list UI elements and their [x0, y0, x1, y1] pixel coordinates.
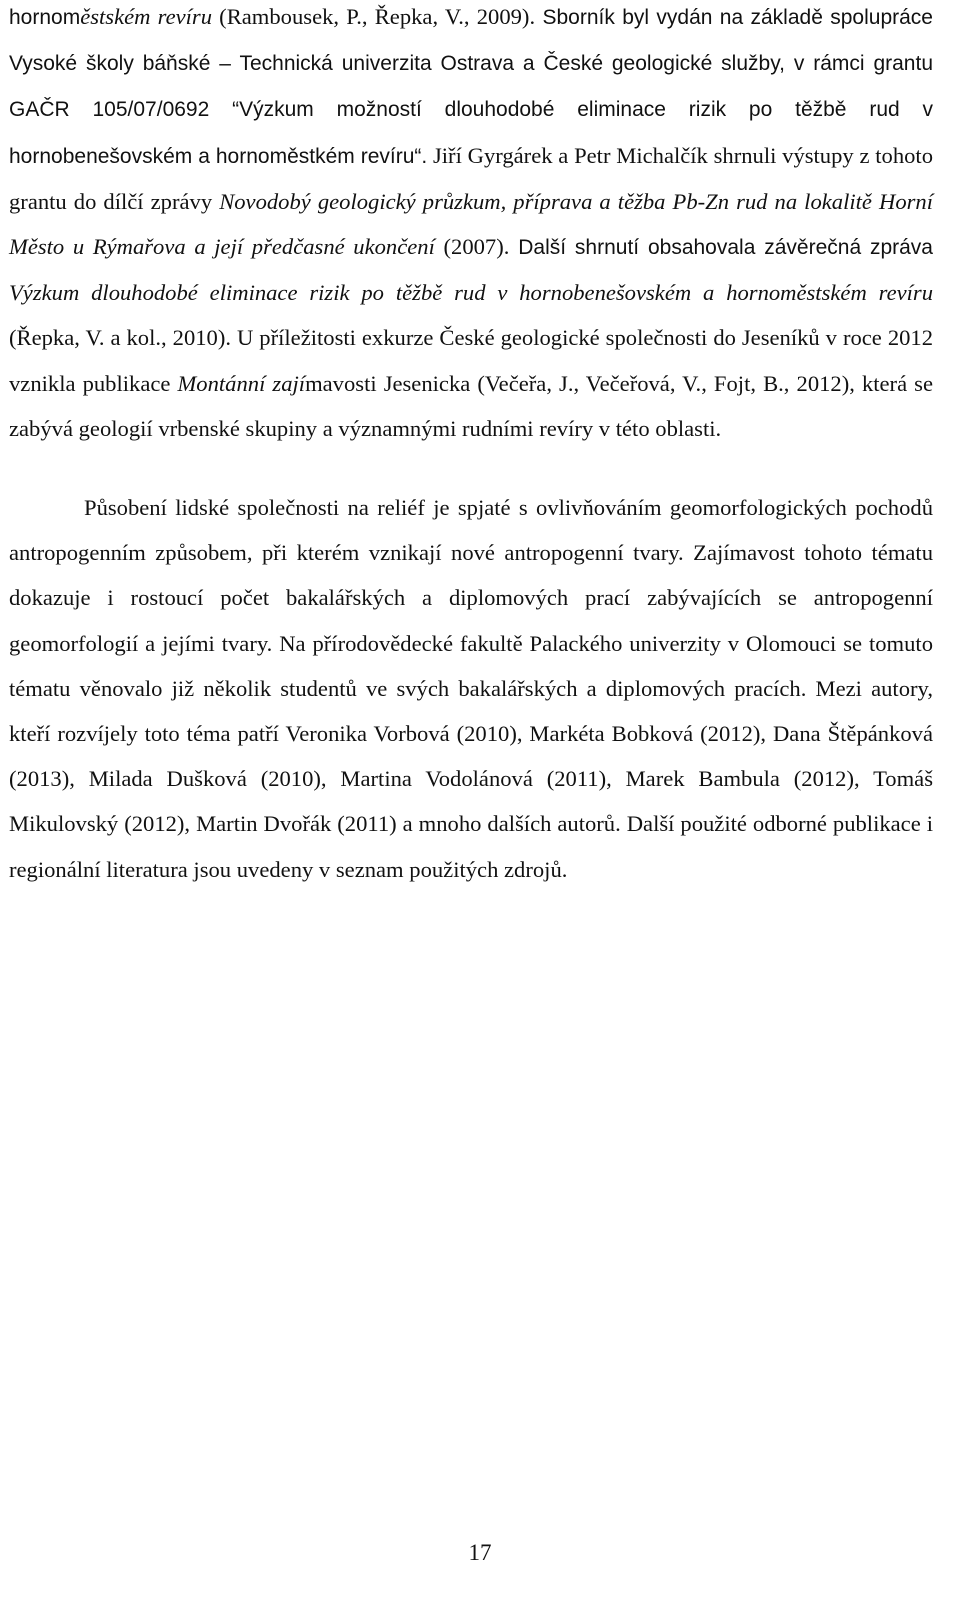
text-fragment: hornom: [9, 6, 81, 29]
paragraph-anthropogenic-geomorphology: [9, 485, 933, 892]
document-page: [9, 0, 933, 892]
report-year: (2007).: [434, 234, 510, 260]
italic-report-title: Novodobý geologický průzkum, příprava a těžba Pb-Zn rud na lokalitě Horní Město u Rýmařova a její předčasné ukončení: [9, 188, 933, 260]
paragraph-text: Působení lidské společnosti na reliéf je spjaté s ovlivňováním geomorfologických pochodů antropogenním způsobem, při kterém vznikají nové antropogenní tvary. Zajímavost tohoto tématu dokazuje i rostoucí počet bakalářských a diplomových prací zabývajících se antropogenní geomorfologií a jejími tvary. Na přírodovědecké fakultě Palackého univerzity v Olomouci se tomuto tématu věnovalo již několik studentů ve svých bakalářských a diplomových pracích. Mezi autory, kteří rozvíjely toto téma patří Veronika Vorbová (2010), Markéta Bobková (2012), Dana Štěpánková (2013), Milada Dušková (2010), Martina Vodolánová (2011), Marek Bambula (2012), Tomáš Mikulovský (2012), Martin Dvořák (2011) a mnoho dalších autorů. Další použité odborné publikace i regionální literatura jsou uvedeny v seznam použitých zdrojů.: [9, 495, 933, 882]
italic-title-fragment: ěstském revíru: [80, 4, 213, 29]
italic-publication-title: Montánní zají: [177, 370, 306, 396]
final-report-citation: (Řepka, V. a kol., 2010).: [9, 325, 232, 351]
sentence-report-lead: Jiří Gyrgárek a Petr Michalčík shrnuli výstupy z tohoto grantu do dílčí zprávy: [9, 142, 934, 214]
page-number: 17: [468, 1540, 492, 1565]
paragraph-mining-literature: [9, 0, 933, 451]
italic-final-report-title: Výzkum dlouhodobé eliminace rizik po těžbě rud v hornobenešovském a hornoměstském revíru: [9, 280, 933, 306]
sentence-excursion-lead: U příležitosti exkurze České geologické společnosti do Jeseníků v roce 2012 vznikla publikace: [9, 325, 934, 396]
sentence-final-report-lead: Další shrnutí obsahovala závěrečná zpráva: [509, 236, 933, 260]
sentence-grant: Sborník byl vydán na základě spolupráce Vysoké školy báňské – Technická univerzita Ostrava a České geologické služby, v rámci grantu GAČR 105/07/0692 “Výzkum možností dlouhodobé eliminace rizik po těžbě rud v hornobenešovském a hornoměstkém revíru“.: [9, 6, 933, 168]
publication-description: mavosti Jesenicka (Večeřa, J., Večeřová, V., Fojt, B., 2012), která se zabývá geologií vrbenské skupiny a významnými rudními revíry v této oblasti.: [9, 370, 934, 441]
citation-text: (Rambousek, P., Řepka, V., 2009).: [212, 4, 536, 29]
